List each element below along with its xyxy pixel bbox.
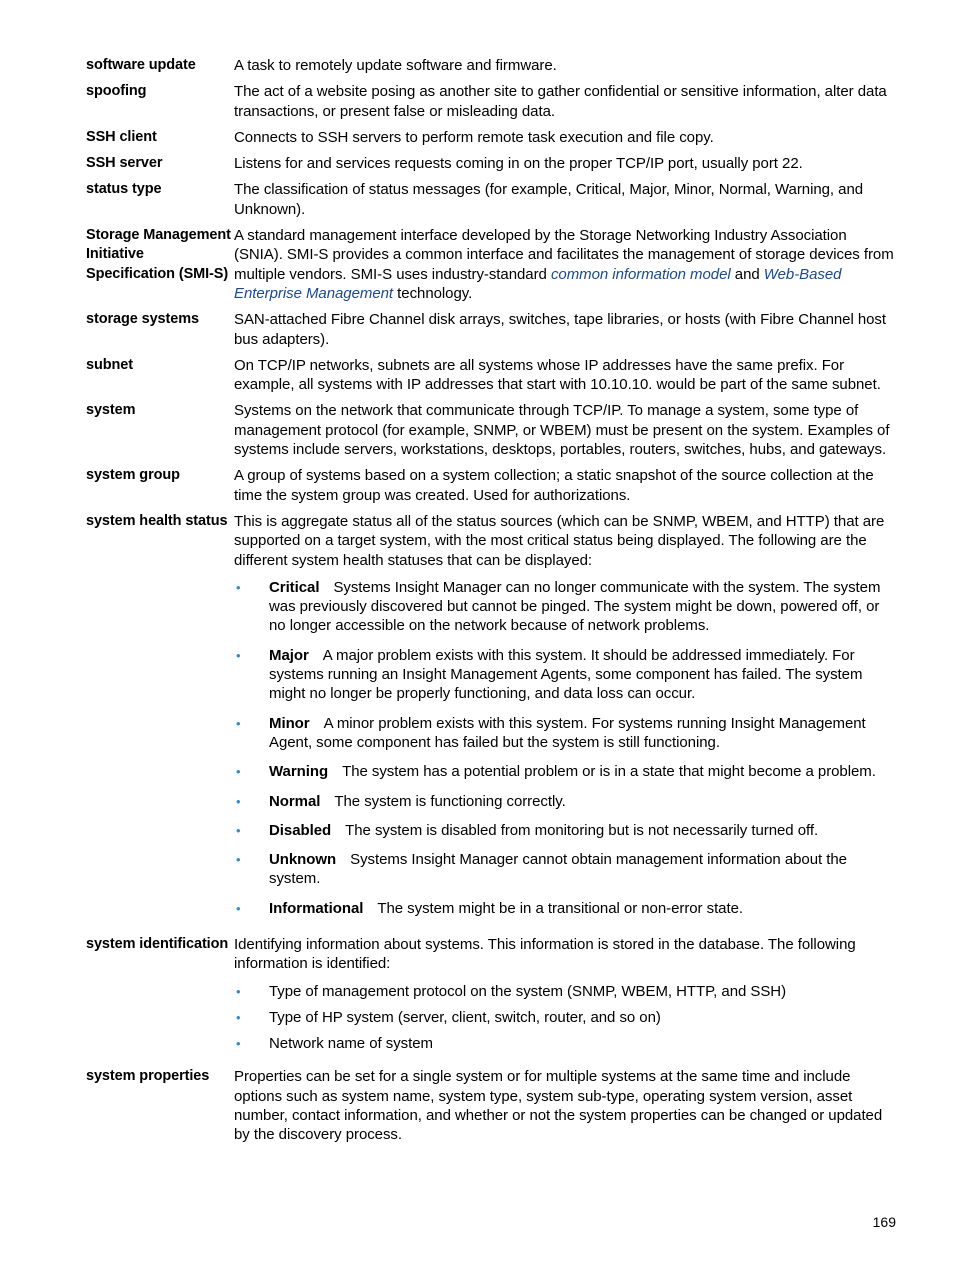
term: system health status bbox=[86, 512, 228, 529]
glossary-entry-system-health-status bbox=[86, 512, 898, 928]
definition: The act of a website posing as another site to gather confidential or sensitive information, alter data transactions, or present false or misleading data. bbox=[234, 83, 887, 120]
list-item-text: Type of HP system (server, client, switch, router, and so on) bbox=[269, 1008, 661, 1026]
glossary-entry-subnet bbox=[86, 356, 898, 395]
status-list bbox=[234, 578, 898, 918]
glossary-entry-storage-systems bbox=[86, 310, 898, 349]
bullet-icon: • bbox=[236, 822, 241, 838]
list-item bbox=[234, 1034, 898, 1053]
status-keyword: Critical bbox=[269, 578, 320, 596]
list-item bbox=[234, 899, 898, 918]
definition-text: A standard management interface developed by the Storage Networking Industry Association (SNIA). SMI-S provides a common interface and facilitates the management of storage devices from multiple vendors. SMI-S uses industry-standard bbox=[234, 227, 894, 283]
definition: Connects to SSH servers to perform remote task execution and file copy. bbox=[234, 128, 714, 146]
term: Storage Management Initiative Specification (SMI-S) bbox=[86, 227, 231, 282]
link-web-based-enterprise-management[interactable]: Web-Based Enterprise Management bbox=[234, 265, 842, 302]
status-text: The system might be in a transitional or non-error state. bbox=[377, 899, 744, 917]
definition-text: Identifying information about systems. This information is stored in the database. The following information is identified: bbox=[234, 935, 856, 973]
term: SSH client bbox=[86, 128, 157, 145]
glossary-entry-spoofing bbox=[86, 82, 898, 121]
page-number: 169 bbox=[872, 1214, 896, 1230]
glossary-entry-ssh-server bbox=[86, 154, 898, 173]
glossary-entry-system-properties bbox=[86, 1067, 898, 1144]
status-text: The system has a potential problem or is in a state that might become a problem. bbox=[342, 763, 876, 781]
term: subnet bbox=[86, 356, 133, 373]
definition-text: and bbox=[730, 265, 764, 283]
term: system identification bbox=[86, 935, 229, 952]
status-text: Systems Insight Manager cannot obtain management information about the system. bbox=[269, 851, 847, 888]
link-common-information-model[interactable]: common information model bbox=[550, 265, 731, 283]
term: SSH server bbox=[86, 155, 163, 172]
list-item bbox=[234, 850, 898, 889]
bullet-icon: • bbox=[236, 579, 241, 595]
glossary-page bbox=[86, 56, 898, 1152]
definition-text: This is aggregate status all of the status sources (which can be SNMP, WBEM, and HTTP) that are supported on a target system, with the most critical status being displayed. The following are the different system health statuses that can be displayed: bbox=[234, 512, 885, 569]
list-item bbox=[234, 792, 898, 811]
bullet-icon: • bbox=[236, 1036, 241, 1052]
definition: Systems on the network that communicate through TCP/IP. To manage a system, some type of management protocol (for example, SNMP, or WBEM) must be present on the system. Examples of systems include servers, workstations, desktops, portables, routers, switches, hubs, and gateways. bbox=[234, 402, 890, 459]
glossary-entry-system-identification bbox=[86, 935, 898, 1060]
bullet-icon: • bbox=[236, 793, 241, 809]
term: storage systems bbox=[86, 311, 199, 328]
list-item bbox=[234, 646, 898, 704]
list-item bbox=[234, 578, 898, 636]
definition: Listens for and services requests coming in on the proper TCP/IP port, usually port 22. bbox=[234, 155, 803, 173]
definition: On TCP/IP networks, subnets are all systems whose IP addresses have the same prefix. For example, all systems with IP addresses that start with 10.10.10. would be part of the same subnet. bbox=[234, 356, 881, 394]
definition bbox=[234, 226, 898, 303]
bullet-icon: • bbox=[236, 715, 241, 731]
definition: The classification of status messages (for example, Critical, Major, Minor, Normal, Warning, and Unknown). bbox=[234, 181, 864, 218]
bullet-icon: • bbox=[236, 852, 241, 868]
bullet-icon: • bbox=[236, 764, 241, 780]
glossary-entry-system-group bbox=[86, 466, 898, 505]
status-text: A minor problem exists with this system. For systems running Insight Management Agent, some component has failed but the system is still functioning. bbox=[269, 714, 866, 751]
status-keyword: Informational bbox=[269, 899, 364, 917]
status-keyword: Major bbox=[269, 646, 309, 664]
list-item bbox=[234, 762, 898, 781]
definition: A task to remotely update software and firmware. bbox=[234, 57, 557, 74]
status-text: The system is functioning correctly. bbox=[334, 792, 566, 810]
list-item bbox=[234, 982, 898, 1001]
definition bbox=[234, 935, 898, 1060]
list-item bbox=[234, 1008, 898, 1027]
term: system properties bbox=[86, 1068, 210, 1085]
status-keyword: Normal bbox=[269, 792, 321, 810]
definition: SAN-attached Fibre Channel disk arrays, switches, tape libraries, or hosts (with Fibre Channel host bus adapters). bbox=[234, 311, 887, 348]
glossary-entry-status-type bbox=[86, 180, 898, 219]
list-item-text: Type of management protocol on the system (SNMP, WBEM, HTTP, and SSH) bbox=[269, 982, 787, 1000]
glossary-entry-ssh-client bbox=[86, 128, 898, 147]
list-item bbox=[234, 821, 898, 840]
status-text: Systems Insight Manager can no longer communicate with the system. The system was previously discovered but cannot be pinged. The system might be down, powered off, or no longer accessible on the network because of network problems. bbox=[269, 578, 881, 635]
term: spoofing bbox=[86, 83, 147, 100]
status-text: A major problem exists with this system. It should be addressed immediately. For systems running an Insight Management Agents, some component has failed. The system might no longer be properly functioning, and data loss can occur. bbox=[269, 646, 863, 703]
status-keyword: Unknown bbox=[269, 851, 337, 869]
definition: Properties can be set for a single system or for multiple systems at the same time and include options such as system name, system type, system sub-type, operating system version, asset number, contact information, and whether or not the system properties can be changed or updated by the discovery process. bbox=[234, 1068, 883, 1144]
definition: A group of systems based on a system collection; a static snapshot of the source collection at the time the system group was created. Used for authorizations. bbox=[234, 467, 874, 504]
definition-text: technology. bbox=[393, 284, 473, 302]
bullet-icon: • bbox=[236, 900, 241, 916]
glossary-entry-software-update bbox=[86, 56, 898, 75]
status-keyword: Disabled bbox=[269, 821, 332, 839]
term: status type bbox=[86, 181, 162, 198]
identification-list bbox=[234, 982, 898, 1054]
bullet-icon: • bbox=[236, 647, 241, 663]
bullet-icon: • bbox=[236, 983, 241, 999]
status-text: The system is disabled from monitoring but is not necessarily turned off. bbox=[345, 821, 819, 839]
glossary-entry-system bbox=[86, 401, 898, 459]
status-keyword: Minor bbox=[269, 714, 310, 732]
list-item-text: Network name of system bbox=[269, 1035, 433, 1053]
bullet-icon: • bbox=[236, 1009, 241, 1025]
list-item bbox=[234, 714, 898, 753]
glossary-entry-smi-s bbox=[86, 226, 898, 303]
status-keyword: Warning bbox=[269, 763, 329, 781]
term: system group bbox=[86, 467, 180, 484]
term: software update bbox=[86, 57, 196, 73]
term: system bbox=[86, 402, 136, 419]
definition bbox=[234, 512, 898, 928]
